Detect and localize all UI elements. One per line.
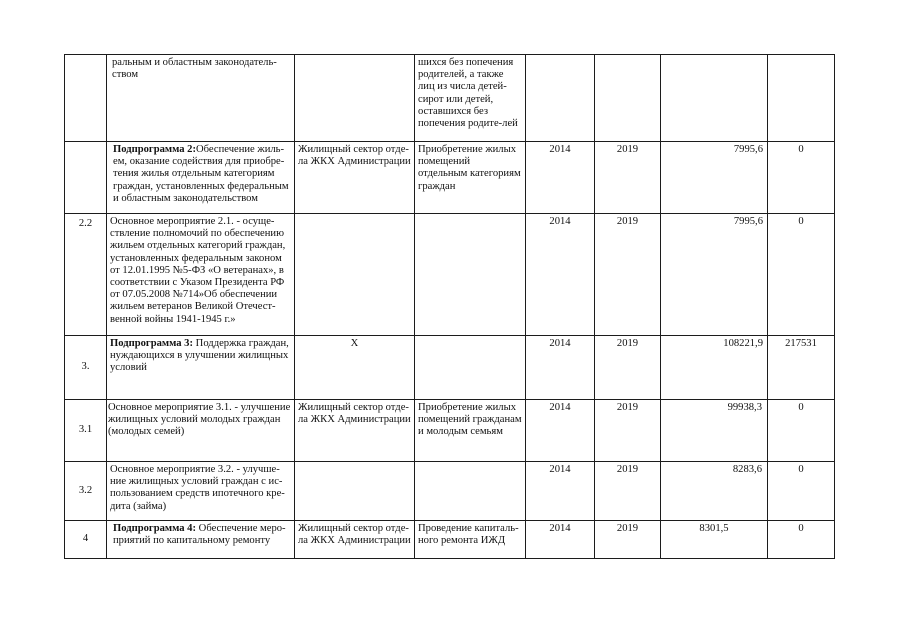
- amount2-cell: 0: [768, 462, 835, 521]
- measure-name-cell: [107, 336, 295, 400]
- measure-name-cell: [107, 214, 295, 336]
- table-row: [65, 521, 835, 559]
- result-cell: [415, 336, 526, 400]
- start-year-cell: 2014: [526, 336, 595, 400]
- measure-name-cell: [107, 55, 295, 142]
- result-cell: шихся без попечения родителей, а также лиц из числа детей-сирот или детей, оставшихся без попечения родите-лей: [415, 55, 526, 142]
- table-row: [65, 142, 835, 214]
- start-year-cell: [526, 55, 595, 142]
- amount-cell: 7995,6: [661, 142, 768, 214]
- executor-cell: Жилищный сектор отде-ла ЖКХ Администрации: [295, 521, 415, 559]
- measure-name-cell: [107, 521, 295, 559]
- executor-cell: [295, 55, 415, 142]
- end-year-cell: [595, 55, 661, 142]
- executor-cell: Жилищный сектор отде-ла ЖКХ Администрации: [295, 400, 415, 462]
- row-number-cell: 3.: [65, 336, 107, 400]
- result-cell: Проведение капиталь-ного ремонта ИЖД: [415, 521, 526, 559]
- end-year-cell: 2019: [595, 214, 661, 336]
- row-number-cell: 4: [65, 521, 107, 559]
- amount-cell: 108221,9: [661, 336, 768, 400]
- amount-cell: 7995,6: [661, 214, 768, 336]
- amount-cell: 99938,3: [661, 400, 768, 462]
- measure-name-bold: Подпрограмма 2:: [113, 144, 197, 155]
- executor-cell: Х: [295, 336, 415, 400]
- row-number-cell: 3.1: [65, 400, 107, 462]
- measure-name-cell: [107, 462, 295, 521]
- measure-name-cell: [107, 142, 295, 214]
- table-row: [65, 336, 835, 400]
- amount2-cell: 0: [768, 400, 835, 462]
- start-year-cell: 2014: [526, 142, 595, 214]
- amount2-cell: 0: [768, 142, 835, 214]
- amount2-cell: 0: [768, 214, 835, 336]
- start-year-cell: 2014: [526, 400, 595, 462]
- table-row: [65, 55, 835, 142]
- result-cell: Приобретение жилых помещений гражданам и молодым семьям: [415, 400, 526, 462]
- table-row: [65, 214, 835, 336]
- row-number-cell: 3.2: [65, 462, 107, 521]
- measure-name-text: Основное мероприятие 3.1. - улучшение жилищных условий молодых граждан (молодых семей): [108, 402, 291, 438]
- result-cell: Приобретение жилых помещений отдельным категориям граждан: [415, 142, 526, 214]
- start-year-cell: 2014: [526, 521, 595, 559]
- row-number-cell: [65, 55, 107, 142]
- measure-name-bold: Подпрограмма 4:: [113, 523, 197, 534]
- measure-name-bold: Подпрограмма 3:: [110, 338, 194, 349]
- measure-name-text: Основное мероприятие 3.2. - улучше-ние жилищных условий граждан с ис-пользованием средств ипотечного кре-дита (займа): [110, 464, 285, 512]
- executor-cell: [295, 214, 415, 336]
- measure-name-text: Обеспечение меро-приятий по капитальному ремонту: [113, 523, 286, 547]
- measure-name-text: ральным и областным законодатель-ством: [112, 57, 277, 81]
- row-number-cell: 2.2: [65, 214, 107, 336]
- measure-name-text: Обеспечение жиль-ем, оказание содействия для приобре-тения жилья отдельным категориям граждан, установленных федеральным и областным законодательством: [113, 144, 289, 204]
- result-cell: [415, 462, 526, 521]
- end-year-cell: 2019: [595, 400, 661, 462]
- amount-cell: 8283,6: [661, 462, 768, 521]
- start-year-cell: 2014: [526, 214, 595, 336]
- end-year-cell: 2019: [595, 521, 661, 559]
- measure-name-cell: [107, 400, 295, 462]
- program-table: [64, 54, 835, 559]
- end-year-cell: 2019: [595, 142, 661, 214]
- amount-cell: 8301,5: [661, 521, 768, 559]
- measure-name-text: Основное мероприятие 2.1. - осуще-ствление полномочий по обеспечению жильем отдельных категорий граждан, установленных федеральным законом от 12.01.1995 №5-ФЗ «О ветеранах», в соответствии с Указом Президента РФ от 07.05.2008 №714»Об обеспечении жильем ветеранов Великой Отечест-венной войны 1941-1945 г.»: [110, 216, 286, 325]
- end-year-cell: 2019: [595, 336, 661, 400]
- executor-cell: [295, 462, 415, 521]
- amount2-cell: 0: [768, 521, 835, 559]
- amount2-cell: [768, 55, 835, 142]
- row-number-cell: [65, 142, 107, 214]
- measure-name-text: Поддержка граждан, нуждающихся в улучшении жилищных условий: [110, 338, 289, 374]
- start-year-cell: 2014: [526, 462, 595, 521]
- amount2-cell: 217531: [768, 336, 835, 400]
- amount-cell: [661, 55, 768, 142]
- executor-cell: Жилищный сектор отде-ла ЖКХ Администрации: [295, 142, 415, 214]
- end-year-cell: 2019: [595, 462, 661, 521]
- table-row: [65, 462, 835, 521]
- table-row: [65, 400, 835, 462]
- result-cell: [415, 214, 526, 336]
